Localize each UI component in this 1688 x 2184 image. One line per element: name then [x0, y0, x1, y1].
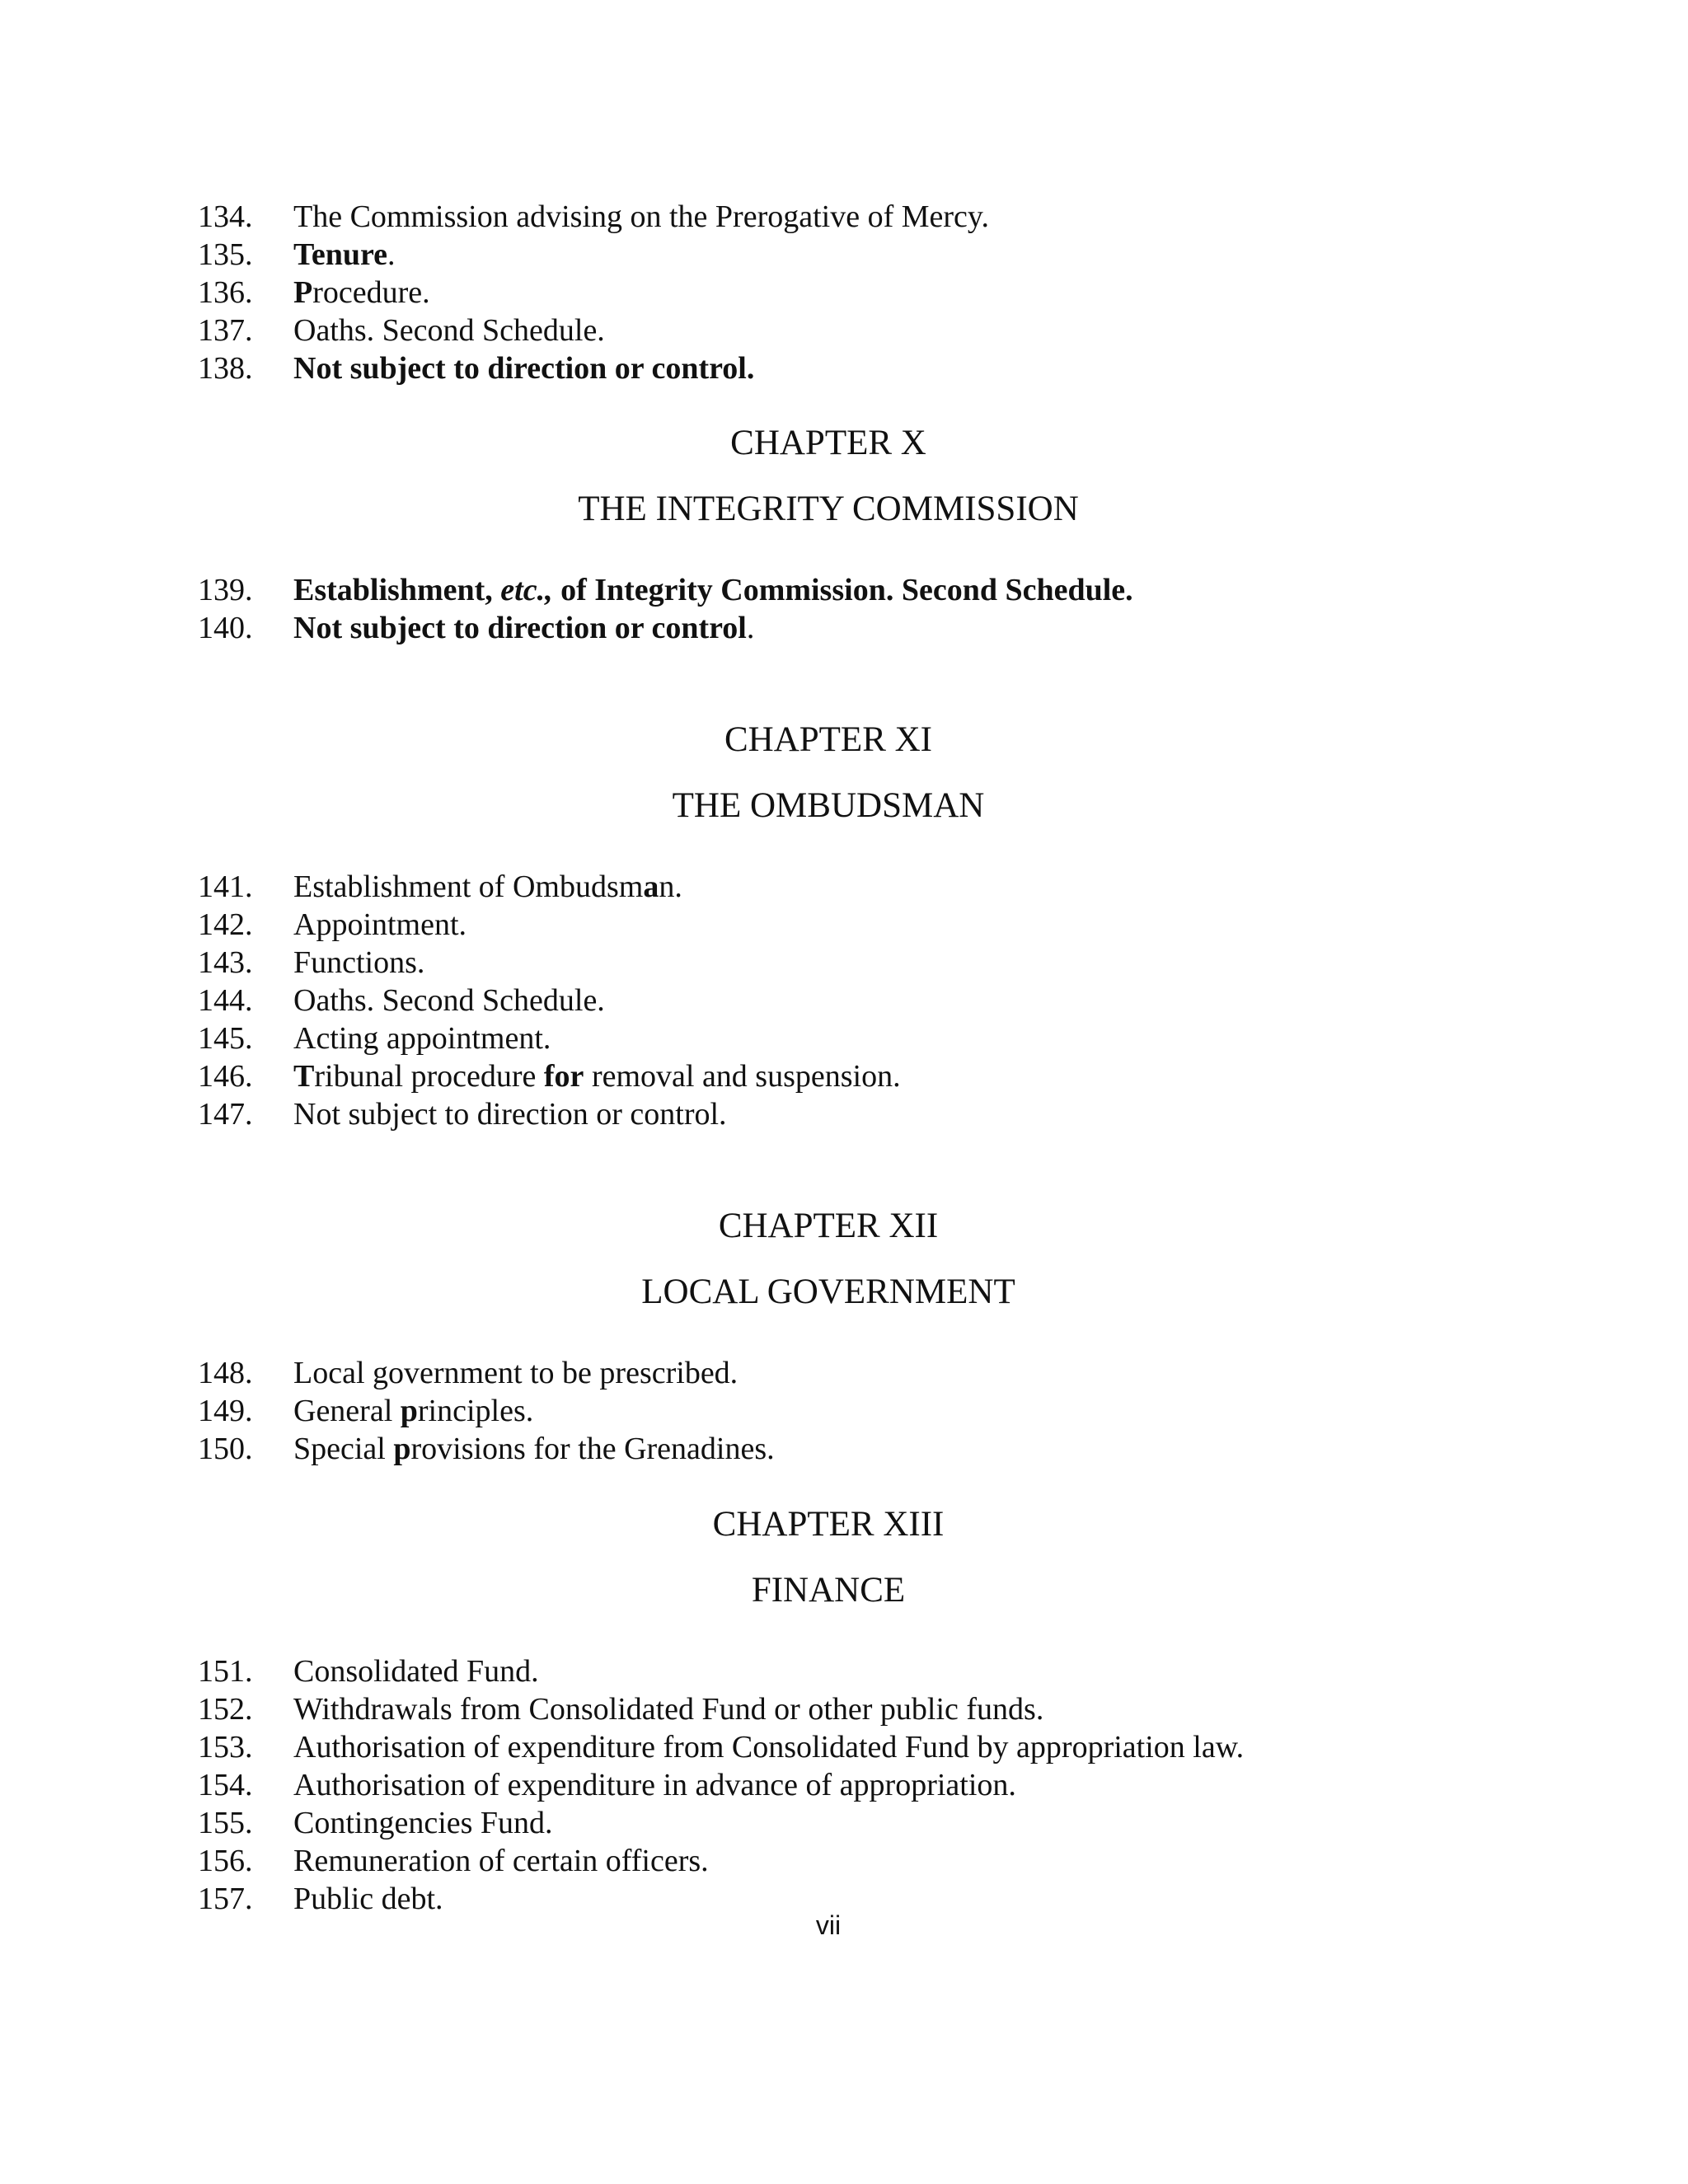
- section-title-segment: removal and suspension.: [584, 1059, 901, 1094]
- section-title-segment: Not subject to direction or control.: [293, 351, 755, 386]
- section-title-segment: ribunal procedure: [314, 1059, 544, 1094]
- section-title-segment: T: [293, 1059, 315, 1094]
- section-title-segment: rocedure.: [312, 275, 430, 310]
- section-title: [293, 312, 605, 349]
- section-title-segment: .: [387, 237, 396, 272]
- section-number: 142.: [198, 907, 253, 942]
- section-title: [293, 236, 396, 274]
- section-title: [293, 1430, 775, 1468]
- section-title-segment: n.: [659, 869, 682, 904]
- section-number: 154.: [198, 1768, 253, 1802]
- section-title-segment: The Commission advising on the Prerogative of Mercy.: [293, 199, 989, 234]
- section-title-segment: Not subject to direction or control: [293, 611, 747, 645]
- chapter-xiii-heading: CHAPTER XIII: [712, 1505, 945, 1544]
- section-number: 145.: [198, 1021, 253, 1056]
- section-number: 153.: [198, 1730, 253, 1765]
- section-title-segment: of Integrity Commission. Second Schedule.: [552, 573, 1133, 607]
- section-number: 139.: [198, 573, 253, 607]
- section-title: [293, 1690, 1043, 1728]
- section-title: [293, 906, 467, 944]
- section-title: [293, 609, 754, 647]
- chapter-xiii-title: FINANCE: [751, 1571, 906, 1610]
- section-title-segment: Oaths. Second Schedule.: [293, 983, 605, 1018]
- section-title: [293, 1766, 1016, 1804]
- section-title: [293, 1019, 551, 1057]
- section-title: [293, 1842, 709, 1880]
- section-title: [293, 198, 989, 236]
- section-number: 146.: [198, 1059, 253, 1094]
- section-number: 137.: [198, 313, 253, 348]
- section-title-segment: for: [543, 1059, 584, 1094]
- section-title: [293, 1354, 738, 1392]
- section-title-segment: Consolidated Fund.: [293, 1654, 539, 1689]
- section-number: 150.: [198, 1432, 253, 1466]
- section-title: [293, 1652, 539, 1690]
- section-title-segment: Contingencies Fund.: [293, 1806, 553, 1840]
- section-number: 138.: [198, 351, 253, 386]
- section-number: 151.: [198, 1654, 253, 1689]
- section-title-segment: Remuneration of certain officers.: [293, 1844, 709, 1878]
- chapter-xii-title: LOCAL GOVERNMENT: [641, 1272, 1015, 1311]
- section-title: [293, 1057, 901, 1095]
- section-number: 147.: [198, 1097, 253, 1132]
- section-title-segment: Public debt.: [293, 1882, 443, 1916]
- section-title-segment: Tenure: [293, 237, 388, 272]
- section-title-segment: P: [293, 275, 313, 310]
- section-title-segment: Establishment of Ombudsm: [293, 869, 644, 904]
- section-title: [293, 868, 682, 906]
- page-number: vii: [815, 1910, 842, 1940]
- section-number: 149.: [198, 1394, 253, 1428]
- section-title-segment: Authorisation of expenditure from Consolidated Fund by appropriation law.: [293, 1730, 1245, 1765]
- section-title-segment: rinciples.: [417, 1394, 534, 1428]
- section-title-segment: Authorisation of expenditure in advance of appropriation.: [293, 1768, 1016, 1802]
- section-title-segment: Establishment,: [293, 573, 501, 607]
- section-number: 143.: [198, 945, 253, 980]
- section-title-segment: General: [293, 1394, 401, 1428]
- chapter-xi-heading: CHAPTER XI: [724, 720, 933, 759]
- section-title-segment: Special: [293, 1432, 394, 1466]
- section-title-segment: etc.,: [500, 573, 553, 607]
- section-number: 157.: [198, 1882, 253, 1916]
- section-title: [293, 1728, 1244, 1766]
- section-title: [293, 1095, 727, 1133]
- section-number: 155.: [198, 1806, 253, 1840]
- chapter-xi-title: THE OMBUDSMAN: [672, 786, 985, 825]
- chapter-x-heading: CHAPTER X: [730, 424, 926, 462]
- section-title: [293, 1392, 533, 1430]
- section-title-segment: Local government to be prescribed.: [293, 1356, 738, 1390]
- section-title-segment: Acting appointment.: [293, 1021, 551, 1056]
- section-title-segment: Not subject to direction or control.: [293, 1097, 727, 1132]
- section-title-segment: Oaths. Second Schedule.: [293, 313, 605, 348]
- section-number: 136.: [198, 275, 253, 310]
- section-title: [293, 349, 754, 387]
- section-title-segment: p: [393, 1432, 411, 1466]
- section-number: 135.: [198, 237, 253, 272]
- section-title-segment: rovisions for the Grenadines.: [410, 1432, 775, 1466]
- section-title: [293, 944, 424, 982]
- section-number: 134.: [198, 199, 253, 234]
- chapter-xii-heading: CHAPTER XII: [718, 1207, 939, 1245]
- section-number: 148.: [198, 1356, 253, 1390]
- section-title-segment: Withdrawals from Consolidated Fund or other public funds.: [293, 1692, 1044, 1727]
- section-title-segment: Functions.: [293, 945, 425, 980]
- section-title-segment: Appointment.: [293, 907, 467, 942]
- section-number: 141.: [198, 869, 253, 904]
- section-title: [293, 982, 605, 1019]
- section-title: [293, 571, 1133, 609]
- section-title: [293, 1804, 553, 1842]
- chapter-x-title: THE INTEGRITY COMMISSION: [578, 490, 1079, 528]
- section-title-segment: .: [746, 611, 755, 645]
- section-number: 140.: [198, 611, 253, 645]
- section-number: 152.: [198, 1692, 253, 1727]
- section-number: 156.: [198, 1844, 253, 1878]
- section-title: [293, 274, 430, 312]
- section-number: 144.: [198, 983, 253, 1018]
- section-title-segment: p: [400, 1394, 418, 1428]
- section-title-segment: a: [643, 869, 659, 904]
